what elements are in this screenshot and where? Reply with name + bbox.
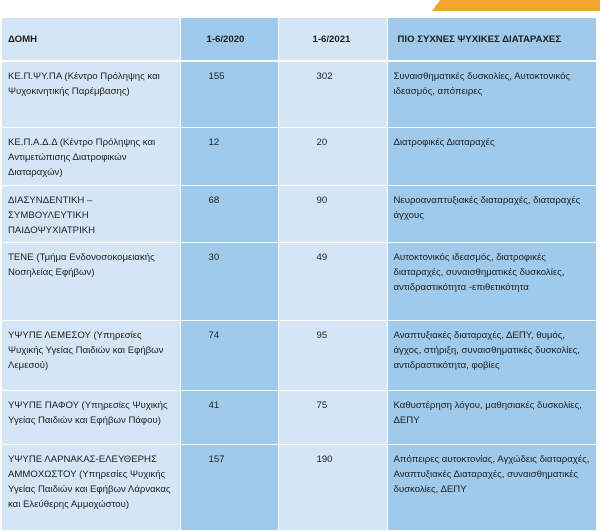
value-2020-cell: 74 <box>180 320 278 390</box>
table-row <box>2 390 596 444</box>
value-2021-cell: 190 <box>278 444 387 530</box>
value-2021-cell: 49 <box>278 242 387 320</box>
disorders-cell: Αναπτυξιακές διαταραχές, ΔΕΠΥ, θυμός, άγχος, στήριξη, συναισθηματικές δυσκολίες, αντιδραστικότητα, φοβίες <box>387 320 596 390</box>
table-row <box>2 61 596 127</box>
table-header-row <box>2 18 596 61</box>
table-row <box>2 444 596 530</box>
mental-health-table <box>2 18 597 531</box>
header-structure: ΔΟΜΗ <box>2 18 180 61</box>
disorders-cell: Νευροαναπτυξιακές διαταραχές, διαταραχές άγχους <box>387 185 596 242</box>
value-2021-cell: 302 <box>278 61 387 127</box>
accent-bar-notch <box>432 0 440 11</box>
value-2021-cell: 95 <box>278 320 387 390</box>
structure-cell: ΤΕΝΕ (Τμήμα Ενδονοσοκομειακής Νοσηλείας Εφήβων) <box>2 242 180 320</box>
table-row <box>2 320 596 390</box>
disorders-cell: Καθυστέρηση λόγου, μαθησιακές δυσκολίες, ΔΕΠΥ <box>387 390 596 444</box>
table-row <box>2 127 596 185</box>
table-row <box>2 185 596 242</box>
value-2021-cell: 75 <box>278 390 387 444</box>
structure-cell: ΥΨΥΠΕ ΛΕΜΕΣΟΥ (Υπηρεσίες Ψυχικής Υγείας Παιδιών και Εφήβων Λεμεσού) <box>2 320 180 390</box>
accent-bar <box>432 0 600 11</box>
disorders-cell: Διατροφικές Διαταραχές <box>387 127 596 185</box>
value-2020-cell: 68 <box>180 185 278 242</box>
disorders-cell: Συναισθηματικές δυσκολίες, Αυτοκτονικός ιδεασμός, απόπειρες <box>387 61 596 127</box>
structure-cell: ΚΕ.Π.ΨΥ.ΠΑ (Κέντρο Πρόληψης και Ψυχοκινητικής Παρέμβασης) <box>2 61 180 127</box>
structure-cell: ΚΕ.Π.Α.Δ.Δ (Κέντρο Πρόληψης και Αντιμετώπισης Διατροφικών Διαταραχών) <box>2 127 180 185</box>
value-2020-cell: 41 <box>180 390 278 444</box>
value-2021-cell: 90 <box>278 185 387 242</box>
structure-cell: ΥΨΥΠΕ ΠΑΦΟΥ (Υπηρεσίες Ψυχικής Υγείας Παιδιών και Εφήβων Πάφου) <box>2 390 180 444</box>
table-row <box>2 242 596 320</box>
header-2020: 1-6/2020 <box>180 18 278 61</box>
value-2020-cell: 155 <box>180 61 278 127</box>
structure-cell: ΔΙΑΣΥΝΔΕΝΤΙΚΗ – ΣΥΜΒΟΥΛΕΥΤΙΚΗ ΠΑΙΔΟΨΥΧΙΑΤΡΙΚΗ <box>2 185 180 242</box>
value-2021-cell: 20 <box>278 127 387 185</box>
header-disorders: ΠΙΟ ΣΥΧΝΕΣ ΨΥΧΙΚΕΣ ΔΙΑΤΑΡΑΧΕΣ <box>387 18 596 61</box>
disorders-cell: Αυτοκτονικός ιδεασμός, διατροφικές διαταραχές, συναισθηματικές δυσκολίες, αντιδραστικότητα -επιθετικότητα <box>387 242 596 320</box>
value-2020-cell: 157 <box>180 444 278 530</box>
value-2020-cell: 30 <box>180 242 278 320</box>
header-2021: 1-6/2021 <box>278 18 387 61</box>
structure-cell: ΥΨΥΠΕ ΛΑΡΝΑΚΑΣ-ΕΛΕΥΘΕΡΗΣ ΑΜΜΟΧΩΣΤΟΥ (Υπηρεσίες Ψυχικής Υγείας Παιδιών και Εφήβων Λάρνακας και Ελεύθερης Αμμοχώστου) <box>2 444 180 530</box>
value-2020-cell: 12 <box>180 127 278 185</box>
disorders-cell: Απόπειρες αυτοκτονίας, Αγχώδεις διαταραχές, Αναπτυξιακές Διαταραχές, συναισθηματικές δυσκολίες, ΔΕΠΥ <box>387 444 596 530</box>
